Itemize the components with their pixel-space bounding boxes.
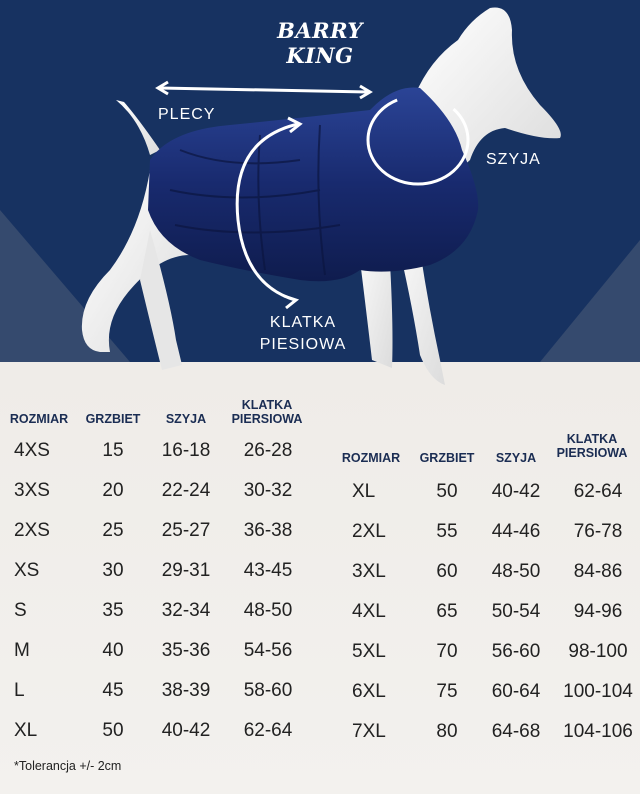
row-chest: 54-56 <box>243 640 293 661</box>
row-chest: 43-45 <box>243 560 293 581</box>
row-chest: 36-38 <box>243 520 293 541</box>
row-chest: 76-78 <box>573 521 623 542</box>
header-chest-line1: KLATKA <box>241 398 293 412</box>
header-neck: SZYJA <box>495 451 537 465</box>
row-neck: 64-68 <box>491 721 541 742</box>
row-neck: 29-31 <box>161 560 211 581</box>
row-chest: 100-104 <box>563 681 633 702</box>
right-shade-shape <box>540 240 640 362</box>
row-back: 75 <box>436 681 458 702</box>
row-chest: 104-106 <box>563 721 633 742</box>
row-back: 70 <box>436 641 458 662</box>
row-size: 6XL <box>352 681 386 702</box>
row-size: 5XL <box>352 641 386 662</box>
row-neck: 35-36 <box>161 640 211 661</box>
row-neck: 56-60 <box>491 641 541 662</box>
chest-label-line1: KLATKA <box>269 314 337 331</box>
header-back: GRZBIET <box>419 451 475 465</box>
row-back: 25 <box>102 520 124 541</box>
row-neck: 16-18 <box>161 440 211 461</box>
row-back: 35 <box>102 600 124 621</box>
header-chest-line2: PIERSIOWA <box>231 412 303 426</box>
row-size: XL <box>352 481 376 502</box>
row-back: 55 <box>436 521 458 542</box>
row-chest: 94-96 <box>573 601 623 622</box>
back-label: PLECY <box>158 106 216 123</box>
row-neck: 50-54 <box>491 601 541 622</box>
row-chest: 26-28 <box>243 440 293 461</box>
row-back: 50 <box>436 481 458 502</box>
row-size: S <box>14 600 27 621</box>
row-back: 80 <box>436 721 458 742</box>
row-neck: 60-64 <box>491 681 541 702</box>
row-size: 4XS <box>14 440 50 461</box>
row-back: 30 <box>102 560 124 581</box>
row-size: 3XS <box>14 480 50 501</box>
header-chest <box>550 432 634 460</box>
row-neck: 22-24 <box>161 480 211 501</box>
row-chest: 30-32 <box>243 480 293 501</box>
row-size: M <box>14 640 30 661</box>
row-neck: 40-42 <box>161 720 211 741</box>
chest-label-line2: PIESIOWA <box>259 336 347 353</box>
header-neck: SZYJA <box>165 412 207 426</box>
chest-label <box>243 312 363 356</box>
row-size: 2XS <box>14 520 50 541</box>
row-neck: 25-27 <box>161 520 211 541</box>
row-chest: 62-64 <box>243 720 293 741</box>
row-chest: 58-60 <box>243 680 293 701</box>
row-back: 50 <box>102 720 124 741</box>
row-size: XS <box>14 560 40 581</box>
header-size: ROZMIAR <box>341 451 401 465</box>
header-chest-line1: KLATKA <box>566 432 618 446</box>
header-size: ROZMIAR <box>9 412 69 426</box>
row-size: 7XL <box>352 721 386 742</box>
row-chest: 48-50 <box>243 600 293 621</box>
back-arrow <box>160 88 368 92</box>
row-size: L <box>14 680 25 701</box>
brand-logo: BARRY KING <box>277 18 363 68</box>
row-neck: 48-50 <box>491 561 541 582</box>
row-back: 45 <box>102 680 124 701</box>
row-neck: 32-34 <box>161 600 211 621</box>
row-chest: 84-86 <box>573 561 623 582</box>
header-chest-line2: PIERSIOWA <box>556 446 628 460</box>
row-neck: 38-39 <box>161 680 211 701</box>
row-back: 60 <box>436 561 458 582</box>
row-size: XL <box>14 720 38 741</box>
neck-label: SZYJA <box>486 151 541 168</box>
row-size: 2XL <box>352 521 386 542</box>
row-neck: 44-46 <box>491 521 541 542</box>
tolerance-note: *Tolerancja +/- 2cm <box>14 759 122 773</box>
dog-tail <box>116 100 160 155</box>
row-chest: 62-64 <box>573 481 623 502</box>
row-neck: 40-42 <box>491 481 541 502</box>
row-size: 3XL <box>352 561 386 582</box>
row-back: 15 <box>102 440 124 461</box>
row-size: 4XL <box>352 601 386 622</box>
row-chest: 98-100 <box>568 641 628 662</box>
header-back: GRZBIET <box>85 412 141 426</box>
row-back: 40 <box>102 640 124 661</box>
row-back: 65 <box>436 601 458 622</box>
row-back: 20 <box>102 480 124 501</box>
header-chest <box>226 398 308 426</box>
